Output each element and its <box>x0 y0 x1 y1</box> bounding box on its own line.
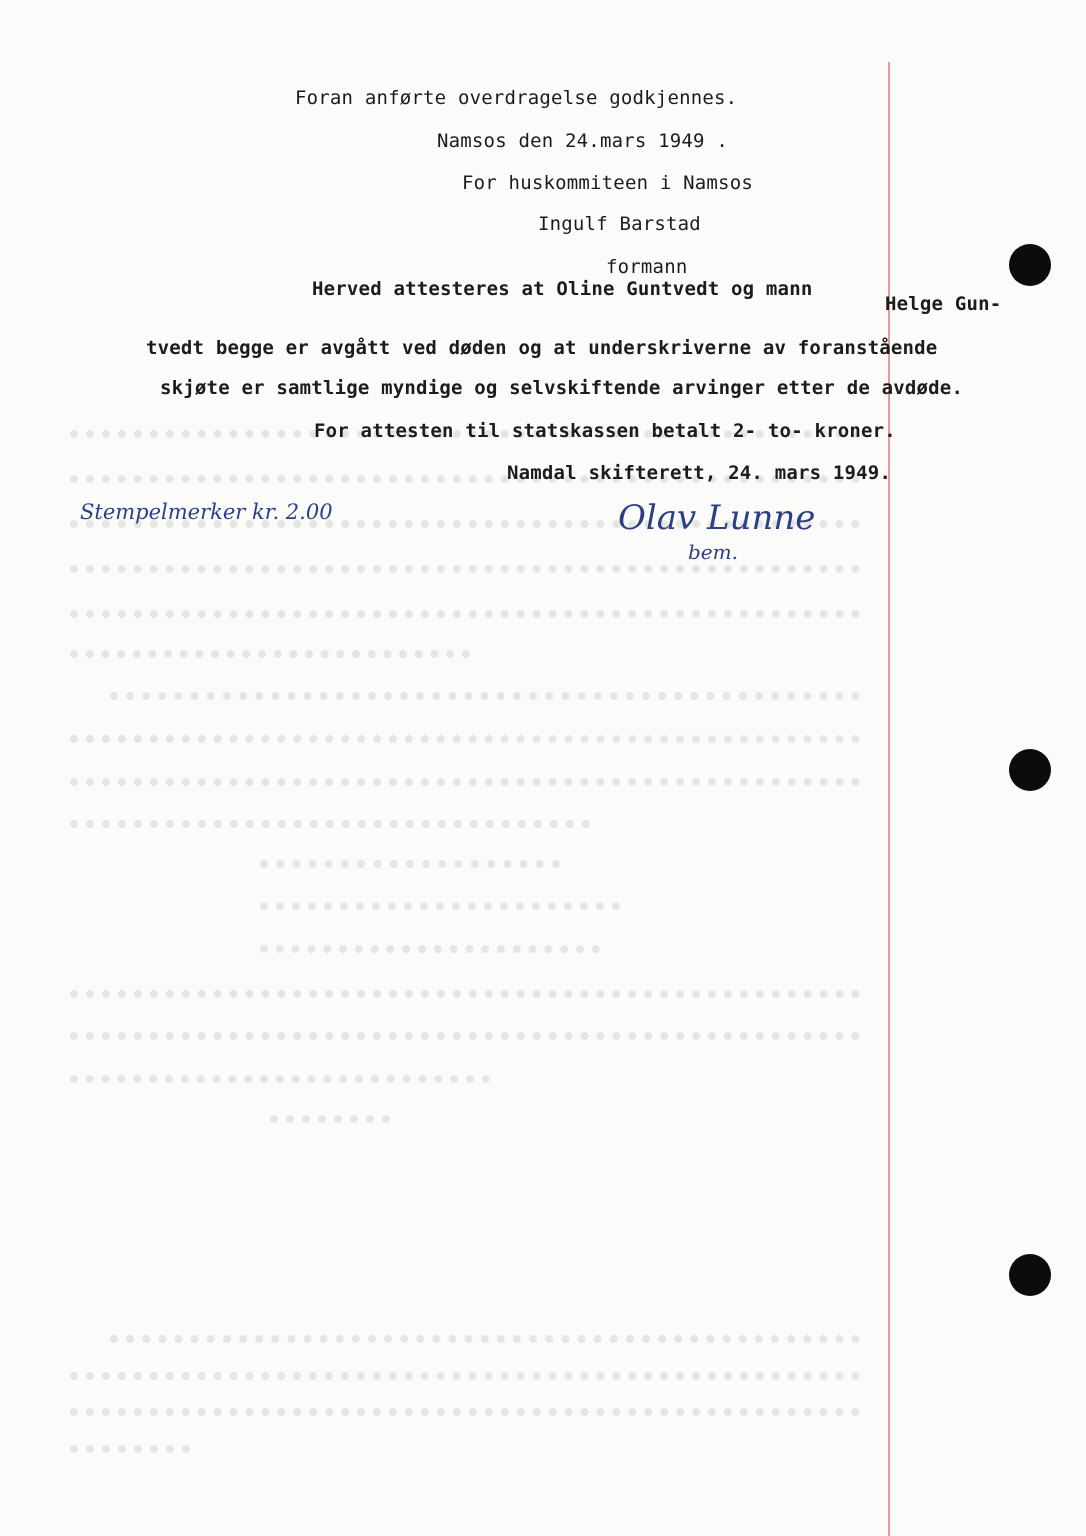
margin-line <box>888 62 890 1536</box>
attestation-line-1-continued: Helge Gun- <box>885 293 1002 315</box>
approval-signer: Ingulf Barstad <box>538 213 701 235</box>
punch-hole <box>1009 749 1051 791</box>
approval-statement: Foran anførte overdragelse godkjennes. <box>295 87 738 109</box>
approval-role: formann <box>606 256 688 278</box>
punch-hole <box>1009 244 1051 286</box>
approval-place-date: Namsos den 24.mars 1949 . <box>437 130 728 152</box>
attestation-line-3: skjøte er samtlige myndige og selvskiftende arvinger etter de avdøde. <box>160 377 964 399</box>
signature: Olav Lunne <box>618 498 816 538</box>
signature-title: bem. <box>688 540 738 564</box>
attestation-line-1: Herved attesteres at Oline Guntvedt og mann <box>312 278 813 300</box>
stamp-duty-note: Stempelmerker kr. 2.00 <box>80 500 333 524</box>
attestation-line-4: For attesten til statskassen betalt 2- to- kroner. <box>314 420 896 442</box>
attestation-line-2: tvedt begge er avgått ved døden og at underskriverne av foranstående <box>146 337 938 359</box>
punch-hole <box>1009 1254 1051 1296</box>
attestation-court-date: Namdal skifterett, 24. mars 1949. <box>507 462 892 484</box>
approval-committee: For huskommiteen i Namsos <box>462 172 753 194</box>
